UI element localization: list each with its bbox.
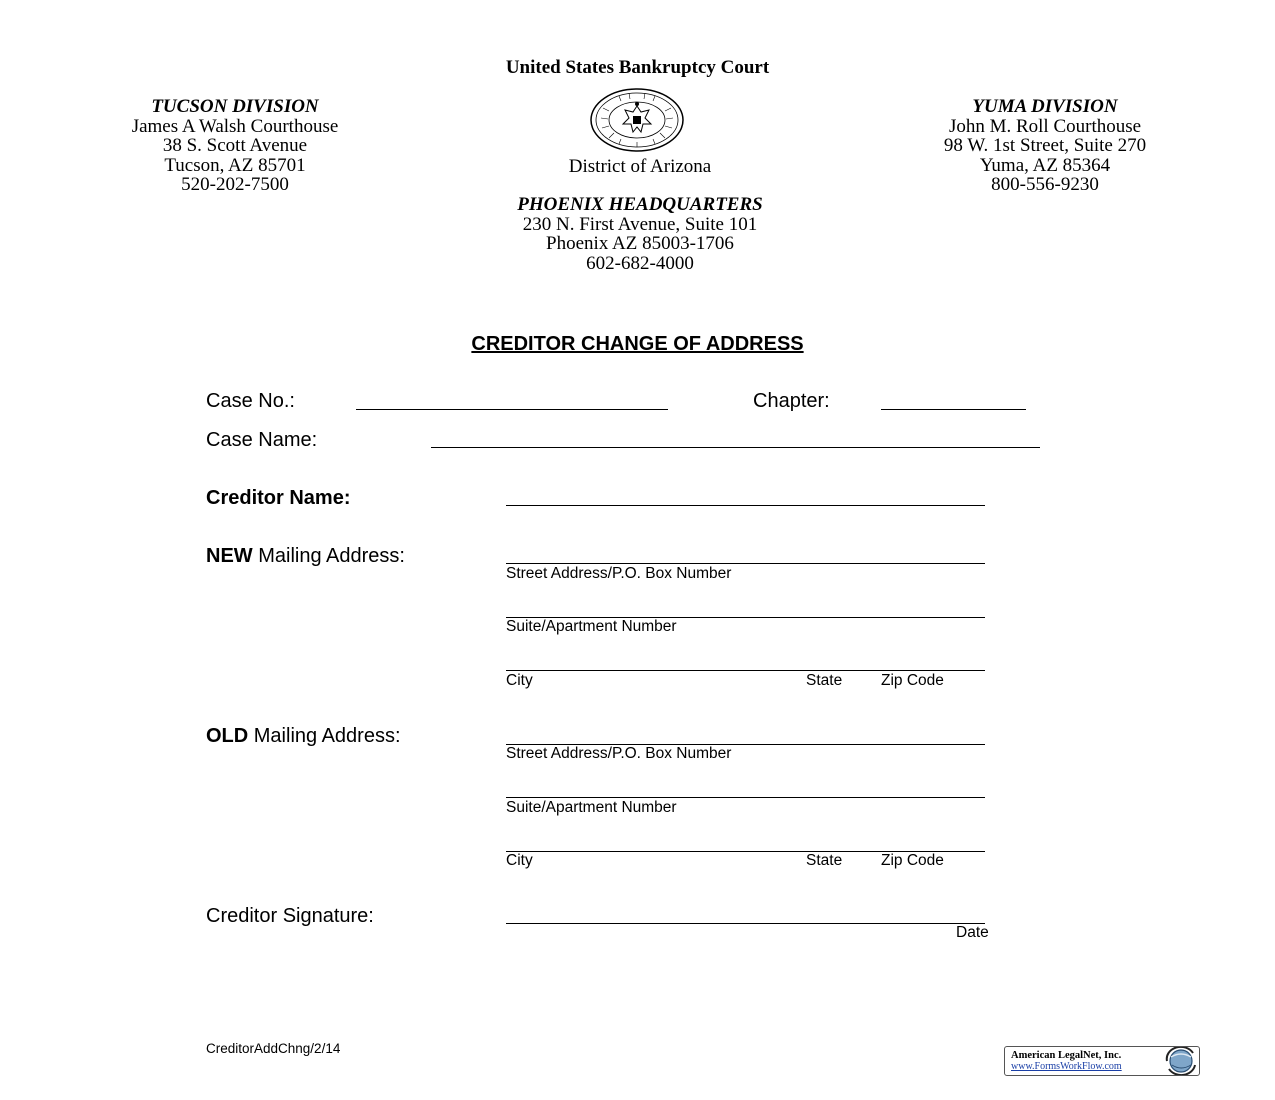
phoenix-phone: 602-682-4000: [586, 252, 694, 274]
tucson-street: 38 S. Scott Avenue: [162, 135, 308, 156]
new-address-label: [206, 545, 405, 568]
yuma-city: Yuma, AZ 85364: [979, 154, 1111, 176]
case-no-field[interactable]: [356, 409, 668, 410]
yuma-division-block: [890, 97, 1200, 195]
old-city-caption: City: [506, 852, 533, 869]
new-state-caption: State: [806, 672, 843, 689]
vendor-name: American LegalNet, Inc.: [1011, 1050, 1122, 1061]
new-city-state-zip-field[interactable]: [506, 670, 985, 671]
phoenix-city: Phoenix AZ 85003-1706: [546, 233, 734, 254]
new-street-field[interactable]: [506, 563, 985, 564]
phoenix-street: 230 N. First Avenue, Suite 101: [522, 213, 758, 235]
tucson-division-name: TUCSON DIVISION: [151, 96, 319, 117]
new-address-prefix: NEW: [206, 545, 253, 567]
old-address-label: [206, 725, 401, 748]
case-name-field[interactable]: [431, 447, 1040, 448]
old-address-label-text: Mailing Address:: [248, 725, 401, 747]
old-suite-caption: Suite/Apartment Number: [506, 799, 677, 816]
creditor-name-field[interactable]: [506, 505, 985, 506]
form-code: CreditorAddChng/2/14: [206, 1041, 341, 1056]
old-suite-field[interactable]: [506, 797, 985, 798]
vendor-logo: [1004, 1046, 1200, 1076]
tucson-division-block: [80, 97, 390, 195]
tucson-city: Tucson, AZ 85701: [164, 154, 306, 176]
district-name: District of Arizona: [568, 156, 712, 177]
new-suite-caption: Suite/Apartment Number: [506, 618, 677, 635]
chapter-label: Chapter:: [753, 390, 830, 412]
chapter-field[interactable]: [881, 409, 1026, 410]
yuma-courthouse: John M. Roll Courthouse: [948, 115, 1142, 137]
new-zip-caption: Zip Code: [881, 672, 944, 689]
tucson-courthouse: James A Walsh Courthouse: [131, 115, 339, 137]
old-zip-caption: Zip Code: [881, 852, 944, 869]
yuma-street: 98 W. 1st Street, Suite 270: [943, 135, 1147, 156]
case-no-label: Case No.:: [206, 390, 295, 412]
phoenix-hq-name: PHOENIX HEADQUARTERS: [517, 194, 763, 215]
old-address-prefix: OLD: [206, 725, 249, 747]
vendor-url-link[interactable]: www.FormsWorkFlow.com: [1011, 1061, 1122, 1072]
court-seal-icon: [589, 88, 685, 152]
yuma-division-name: YUMA DIVISION: [972, 96, 1118, 117]
form-title: CREDITOR CHANGE OF ADDRESS: [471, 333, 804, 355]
new-address-label-text: Mailing Address:: [252, 545, 405, 567]
creditor-signature-label: Creditor Signature:: [206, 905, 374, 927]
tucson-phone: 520-202-7500: [181, 174, 289, 195]
old-state-caption: State: [806, 852, 843, 869]
globe-icon: [1163, 1047, 1197, 1075]
new-street-caption: Street Address/P.O. Box Number: [506, 565, 732, 582]
creditor-signature-field[interactable]: [506, 923, 985, 924]
case-name-label: Case Name:: [206, 429, 318, 451]
date-caption: Date: [956, 924, 989, 941]
phoenix-headquarters-block: [440, 195, 840, 273]
creditor-name-label: Creditor Name:: [206, 487, 351, 509]
yuma-phone: 800-556-9230: [991, 174, 1099, 195]
new-city-caption: City: [506, 672, 533, 689]
old-street-caption: Street Address/P.O. Box Number: [506, 745, 732, 762]
court-title: United States Bankruptcy Court: [505, 57, 770, 78]
